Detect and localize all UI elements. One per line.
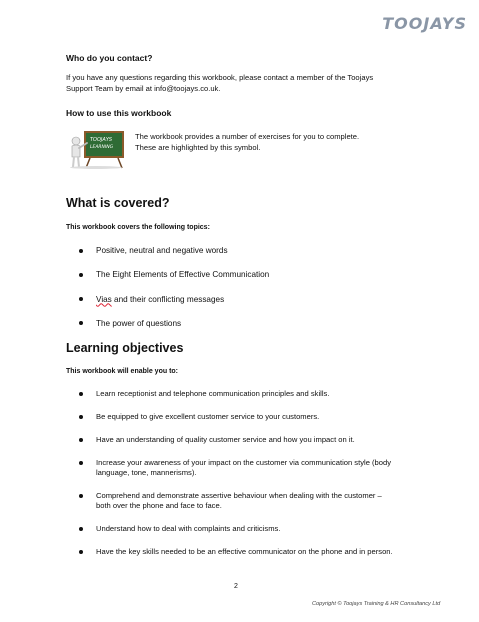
what-is-covered-heading: What is covered? <box>66 196 170 210</box>
list-item: The power of questions <box>66 318 421 342</box>
how-to-use-line-1: The workbook provides a number of exercises for you to complete. <box>135 132 360 141</box>
toojays-logo: TOOJAYS <box>382 14 467 33</box>
how-to-use-heading: How to use this workbook <box>66 108 172 118</box>
list-item: Learn receptionist and telephone communication principles and skills. <box>66 389 396 399</box>
list-item: The Eight Elements of Effective Communication <box>66 269 421 293</box>
exercise-symbol-icon <box>66 129 128 169</box>
objectives-intro: This workbook will enable you to: <box>66 368 179 375</box>
contact-line-2: Support Team by email at info@toojays.co.uk. <box>66 83 221 93</box>
bullet-icon <box>79 527 83 531</box>
list-item: Vias and their conflicting messages <box>66 294 421 318</box>
contact-heading: Who do you contact? <box>66 53 153 63</box>
how-to-use-line-2: These are highlighted by this symbol. <box>135 142 261 152</box>
topics-list <box>66 245 421 342</box>
list-item: Positive, neutral and negative words <box>66 245 421 269</box>
bullet-icon <box>79 273 83 277</box>
page-number: 2 <box>234 583 238 590</box>
list-item: Have the key skills needed to be an effective communicator on the phone and in person. <box>66 547 396 557</box>
contact-line-1: If you have any questions regarding this workbook, please contact a member of the Toojays <box>66 73 374 82</box>
list-item: Comprehend and demonstrate assertive behaviour when dealing with the customer – both over the phone and face to face. <box>66 491 396 511</box>
list-item: Increase your awareness of your impact on the customer via communication style (body language, tone, mannerisms). <box>66 458 396 478</box>
learning-objectives-heading: Learning objectives <box>66 341 184 355</box>
contact-paragraph <box>66 73 373 94</box>
copyright-footer: Copyright © Toojays Training & HR Consultancy Ltd <box>312 601 441 607</box>
bullet-icon <box>79 321 83 325</box>
bullet-icon <box>79 415 83 419</box>
board-text-1: TOOJAYS <box>90 137 113 143</box>
list-item: Understand how to deal with complaints and criticisms. <box>66 524 396 534</box>
bullet-icon <box>79 249 83 253</box>
board-text-2: LEARNING <box>90 145 114 150</box>
bullet-icon <box>79 461 83 465</box>
bullet-icon <box>79 550 83 554</box>
chalkboard-figure-icon <box>66 129 128 169</box>
bullet-icon <box>79 297 83 301</box>
covered-intro: This workbook covers the following topics: <box>66 224 210 231</box>
list-item: Be equipped to give excellent customer service to your customers. <box>66 412 396 422</box>
objectives-list <box>66 389 396 570</box>
list-item: Have an understanding of quality customer service and how you impact on it. <box>66 435 396 445</box>
bullet-icon <box>79 494 83 498</box>
bullet-icon <box>79 392 83 396</box>
bullet-icon <box>79 438 83 442</box>
how-to-use-paragraph <box>135 132 359 153</box>
